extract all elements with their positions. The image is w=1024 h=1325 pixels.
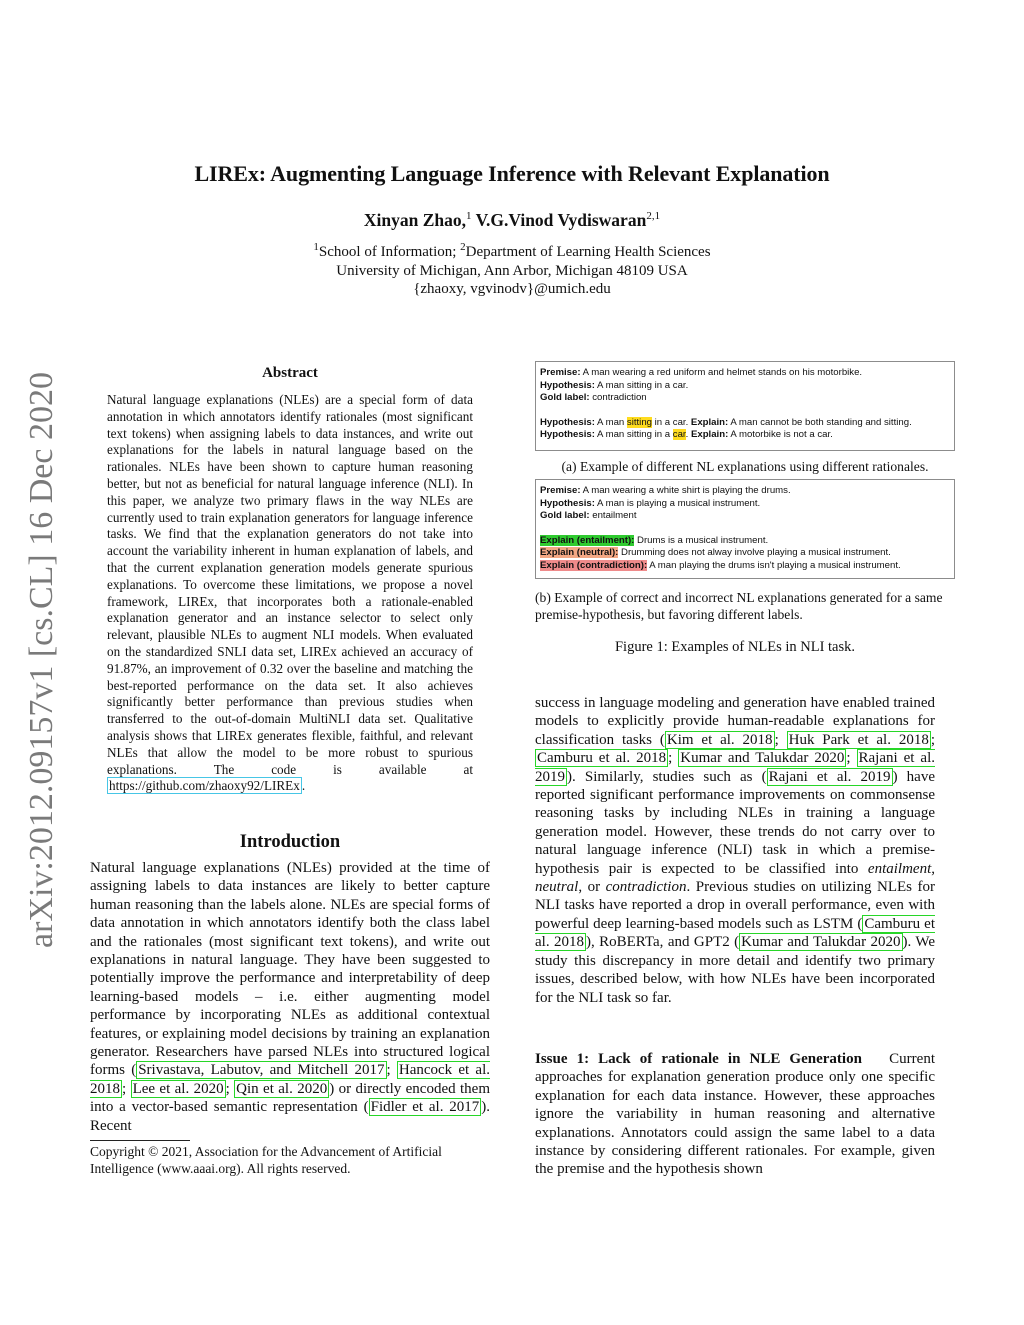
author-affil-sup: 1 — [466, 210, 472, 223]
gold-label: Gold label: — [540, 510, 590, 522]
body-text: ). We study this discrepancy in more detail and identify two primary issues, described below, with how NLEs have been incorporated for the NLI task so far. — [535, 934, 935, 1006]
label-entailment: entailment — [867, 860, 932, 877]
explain-contradiction-label: Explain (contradiction): — [540, 559, 648, 571]
hypothesis-label: Hypothesis: — [540, 429, 595, 441]
subcaption-a: (a) Example of different NL explanations using different rationales. — [561, 459, 929, 474]
separator: ; — [122, 1080, 131, 1097]
explain-label: Explain: — [690, 416, 729, 428]
hypothesis-text: in a car. — [651, 416, 691, 428]
label-neutral: neutral — [535, 879, 579, 896]
author-affil-sup: 2,1 — [646, 210, 661, 223]
hypothesis-text: A man sitting in a — [594, 429, 673, 441]
citation-link[interactable]: Lee et al. 2020 — [132, 1080, 224, 1097]
separator: ; — [930, 731, 935, 748]
gold-value: entailment — [589, 510, 637, 522]
hypothesis-text: A man — [594, 416, 627, 428]
citation-link[interactable]: Kumar and Talukdar 2020 — [741, 934, 901, 951]
university: University of Michigan, Ann Arbor, Michigan 48109 USA — [336, 262, 688, 279]
issue1-paragraph — [535, 1050, 939, 1179]
separator: ; — [386, 1062, 397, 1079]
department: Department of Learning Health Sciences — [465, 244, 711, 260]
school: School of Information; — [318, 244, 457, 260]
citation-link[interactable]: Kim et al. 2018 — [666, 731, 773, 748]
intro-body: Natural language explanations (NLEs) provided at the time of assigning labels to data instances are likely to better capture human reasoning than the labels alone. NLEs are special forms of data annotation in which annotators identify both the class label and the rationales (most significant text tokens), and write out explanations in natural language. They have been suggested to potentially improve the performance and interpretability of deep learning-based models – i.e. either augmenting model performance by incorporating NLEs as additional contextual features, or explaining model decisions by training an explanation generator. Researchers have parsed NLEs into structured logical forms ( — [90, 860, 490, 1079]
column2-paragraph — [535, 694, 935, 1007]
citation-link[interactable]: Camburu et al. 2018 — [535, 915, 935, 951]
hypothesis-text: A man is playing a musical instrument. — [594, 497, 761, 509]
separator: ; — [774, 731, 787, 748]
issue1-text: Current approaches for explanation generation produce only one specific explanation for each data instance. However, these approaches ignore the variability in human reasoning and alternative explanations. Annotators could assign the same label to a data instance by considering different rationales. For example, given the premise and the hypothesis shown — [535, 1051, 939, 1178]
body-text: success in language modeling and generation have enabled trained models to explicitly provide human-readable explanations for classification tasks ( — [535, 695, 935, 748]
affil-sup: 1 — [313, 241, 319, 253]
premise-text: A man wearing a red uniform and helmet stands on his motorbike. — [580, 367, 863, 378]
citation-link[interactable]: Fidler et al. 2017 — [370, 1099, 480, 1116]
figure-box-b — [535, 479, 955, 579]
hypothesis-label: Hypothesis: — [540, 416, 595, 428]
premise-label: Premise: — [540, 485, 581, 496]
premise-label: Premise: — [540, 367, 581, 378]
issue1-heading: Issue 1: Lack of rationale in NLE Generation — [535, 1051, 862, 1067]
emails: {zhaoxy, vgvinodv}@umich.edu — [413, 281, 611, 297]
gold-label: Gold label: — [540, 392, 590, 404]
arxiv-stamp: arXiv:2012.09157v1 [cs.CL] 16 Dec 2020 — [23, 372, 60, 949]
gold-value: contradiction — [589, 392, 647, 404]
introduction-text — [90, 859, 490, 1135]
citation-link[interactable]: Rajani et al. 2019 — [535, 750, 935, 785]
rationale-highlight: car — [672, 429, 686, 441]
affil-sup: 2 — [460, 241, 466, 253]
abstract-heading: Abstract — [262, 365, 318, 381]
rationale-highlight: sitting — [626, 416, 652, 428]
hypothesis-text: A man sitting in a car. — [594, 379, 689, 391]
copyright-footnote: Copyright © 2021, Association for the Advancement of Artificial Intelligence (www.aaai.org). All rights reserved. — [90, 1144, 442, 1176]
separator: , — [931, 860, 935, 877]
citation-link[interactable]: Qin et al. 2020 — [236, 1080, 328, 1097]
citation-link[interactable]: Kumar and Talukdar 2020 — [680, 750, 845, 767]
explain-label: Explain: — [690, 429, 729, 441]
body-text: ) have reported significant performance improvements on commonsense reasoning tasks by including NLEs in training a language generation model. However, these trends do not carry over to natural language inference (NLI) task in which a premise-hypothesis pair is expected to be classified into — [535, 768, 935, 877]
explain-text: A motorbike is not a car. — [728, 429, 833, 441]
separator: ; — [225, 1080, 235, 1097]
intro-end: ). Recent — [90, 1099, 490, 1134]
separator: , or — [578, 879, 606, 896]
figure-caption: Figure 1: Examples of NLEs in NLI task. — [614, 639, 855, 655]
citation-link[interactable]: Camburu et al. 2018 — [537, 750, 667, 767]
author-name: V.G.Vinod Vydiswaran — [475, 210, 647, 230]
introduction-heading: Introduction — [239, 832, 341, 852]
code-link[interactable]: https://github.com/zhaoxy92/LIREx — [109, 778, 300, 794]
footnote-rule — [90, 1140, 190, 1141]
citation-link[interactable]: Huk Park et al. 2018 — [788, 731, 929, 748]
abstract-end: . — [301, 778, 306, 794]
abstract-body: Natural language explanations (NLEs) are a special form of data annotation in which annotators identify rationales (most significant text tokens) when assigning labels to data instances, and write out explanations for the labels in natural language based on the rationales. NLEs have been shown to capture human reasoning better, but not as beneficial for natural language inference (NLI). In this paper, we analyze two primary flaws in the way NLEs are currently used to train explanation generators for language inference tasks. We find that the explanation generators do not take into account the variability inherent in human explanation of labels, and that the current explanation generation models generate spurious explanations. To overcome these limitations, we propose a novel framework, LIREx, that incorporates both a rationale-enabled explanation generator and an instance selector to select only relevant, plausible NLEs to augment NLI models. When evaluated on the standardized SNLI data set, LIREx achieved an accuracy of 91.87%, an improvement of 0.32 over the baseline and matching the best-reported performance on the data set. It also achieves significantly better performance than previous studies when transferred to the out-of-domain MultiNLI data set. Qualitative analysis shows that LIREx generates flexible, faithful, and relevant NLEs that allow the model to be more robust to spurious explanations. The code is available at — [107, 392, 473, 777]
body-text: ). Similarly, studies such as ( — [567, 768, 767, 785]
hypothesis-label: Hypothesis: — [540, 379, 595, 391]
explain-text: Drums is a musical instrument. — [634, 534, 769, 546]
citation-link[interactable]: Rajani et al. 2019 — [768, 768, 891, 785]
separator: ; — [668, 750, 679, 767]
author-line — [0, 210, 1024, 231]
intro-mid: ) or directly encoded them into a vector-based semantic representation ( — [90, 1080, 490, 1116]
citation-link[interactable]: Srivastava, Labutov, and Mitchell 2017 — [138, 1062, 385, 1079]
author-name: Xinyan Zhao, — [363, 210, 467, 230]
abstract-text — [107, 392, 473, 795]
explain-neutral-label: Explain (neutral): — [540, 547, 619, 559]
explain-text: Drumming does not alway involve playing a musical instrument. — [618, 547, 891, 559]
subcaption-b: (b) Example of correct and incorrect NL explanations generated for a same premise-hypothesis, but favoring different labels. — [535, 590, 943, 622]
hypothesis-text: . — [685, 429, 691, 441]
label-contradiction: contradiction — [605, 879, 687, 896]
explain-entailment-label: Explain (entailment): — [540, 534, 635, 546]
figure-box-a — [535, 361, 955, 451]
hypothesis-label: Hypothesis: — [540, 497, 595, 509]
body-text: ), RoBERTa, and GPT2 ( — [585, 934, 740, 951]
citation-link[interactable]: Hancock et al. 2018 — [90, 1062, 490, 1097]
premise-text: A man wearing a white shirt is playing the drums. — [580, 485, 791, 496]
explain-text: A man cannot be both standing and sitting. — [728, 416, 912, 428]
paper-title: LIREx: Augmenting Language Inference with Relevant Explanation — [194, 161, 830, 186]
affiliations — [0, 238, 1024, 299]
explain-text: A man playing the drums isn't playing a musical instrument. — [647, 559, 901, 571]
separator: ; — [846, 750, 857, 767]
body-text: . Previous studies on utilizing NLEs for NLI tasks have reported a drop in overall performance, even with powerful deep learning-based models such as LSTM ( — [535, 879, 935, 932]
